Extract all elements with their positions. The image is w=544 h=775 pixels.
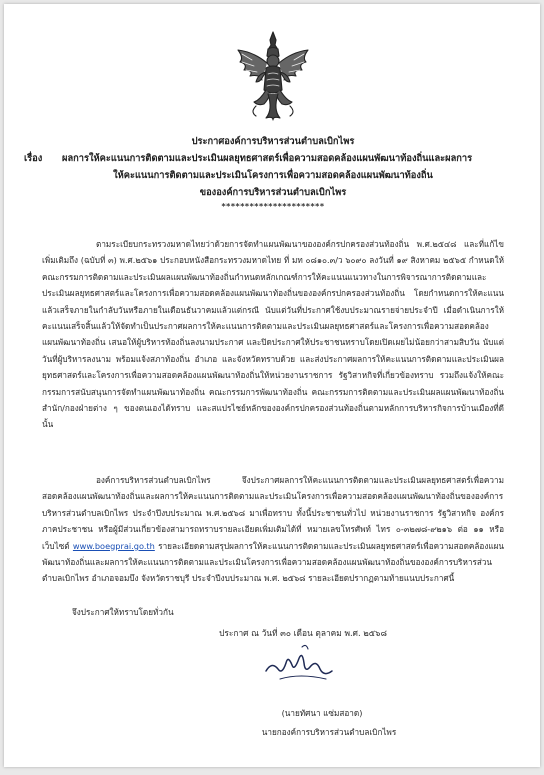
signer-name: (นายทัศนา แซ่มสอาด)	[281, 708, 363, 718]
subject-line	[24, 150, 524, 167]
body-paragraph-2	[42, 472, 504, 587]
subject-text-line2: ให้คะแนนการติดตามและประเมินโครงการเพื่อความสอดคล้องแผนพัฒนาท้องถิ่น	[113, 170, 433, 181]
website-link[interactable]: www.boegprai.go.th	[72, 540, 155, 551]
garuda-emblem	[232, 30, 314, 122]
subject-label: เรื่อง	[24, 153, 43, 164]
announcement-date: ประกาศ ณ วันที่ ๓๐ เดือน ตุลาคม พ.ศ. ๒๕๖๘	[219, 628, 387, 638]
paragraph-2-text-start: องค์การบริหารส่วนตำบลเบิกไพร จึงประกาศผลการให้คะแนนการติดตามและประเมินผลยุทธศาสตร์เพื่อความสอดคล้องแผนพัฒนาท้องถิ่นและผลการให้คะแนนการติดตามและประเมินโครงการเพื่อความสอดคล้องแผนพัฒนาท้องถิ่นขององค์การบริหารส่วนตำบลเบิกไพร ประจำปีงบประมาณ พ.ศ.๒๕๖๘ มาเพื่อทราบ ทั้งนี้ประชาชนทั่วไป หน่วยงานราชการ รัฐวิสาหกิจ องค์กรภาคประชาชน หรือผู้มีส่วนเกี่ยวข้องสามารถทราบรายละเอียดเพิ่มเติมได้ที่ หมายเลขโทรศัพท์ ไทร ๐-๓๒๗๘-๙๒๑๖ ต่อ ๑๑ หรือเว็บไซต์	[42, 475, 504, 551]
subject-text-line1: ผลการให้คะแนนการติดตามและประเมินผลยุทธศาสตร์เพื่อความสอดคล้องแผนพัฒนาท้องถิ่นและผลการ	[62, 153, 473, 164]
subject-text-line3: ขององค์การบริหารส่วนตำบลเบิกไพร	[199, 187, 347, 198]
document-page	[4, 4, 540, 767]
announcement-heading: ประกาศองค์การบริหารส่วนตำบลเบิกไพร	[191, 136, 355, 147]
handwritten-signature	[262, 641, 338, 687]
signer-title: นายกองค์การบริหารส่วนตำบลเบิกไพร	[261, 727, 397, 737]
paragraph-2-text-end: รายละเอียดตามสรุปผลการให้คะแนนการติดตามและประเมินผลยุทธศาสตร์เพื่อความสอดคล้องแผนพัฒนาท้องถิ่นและผลการให้คะแนนการติดตามและประเมินโครงการเพื่อความสอดคล้องแผนพัฒนาท้องถิ่นขององค์การบริหารส่วนตำบลเบิกไพร อำเภอจอมบึง จังหวัดราชบุรี ประจำปีงบประมาณ พ.ศ. ๒๕๖๘ รายละเอียดปรากฏตามท้ายแนบประกาศนี้	[42, 540, 504, 584]
body-paragraph-3: จึงประกาศให้ทราบโดยทั่วกัน	[72, 607, 174, 617]
separator-stars: **********************	[221, 202, 325, 211]
body-paragraph-1: ตามระเบียบกระทรวงมหาดไทยว่าด้วยการจัดทำแผนพัฒนาขององค์กรปกครองส่วนท้องถิ่น พ.ศ.๒๕๔๘ และที่แก้ไขเพิ่มเติมถึง (ฉบับที่ ๓) พ.ศ.๒๕๖๑ ประกอบหนังสือกระทรวงมหาดไทย ที่ มท ๐๘๑๐.๓/ว ๖๐๙๐ ลงวันที่ ๑๙ สิงหาคม ๒๕๖๕ กำหนดให้คณะกรรมการติดตามและประเมินผลแผนพัฒนาท้องถิ่นกำหนดหลักเกณฑ์การให้คะแนนแนวทางในการพิจารณาการติดตามและประเมินผลยุทธศาสตร์และโครงการเพื่อความสอดคล้องแผนพัฒนาท้องถิ่นขององค์กรปกครองส่วนท้องถิ่น โดยกำหนดการให้คะแนนแล้วเสร็จภายในกำลับวันหรือภายในเดือนธันวาคมแล้วแต่กรณี นับแต่วันที่ประกาศใช้งบประมาณรายจ่ายประจำปี เมื่อดำเนินการให้คะแนนเสร็จสิ้นแล้วให้จัดทำเป็นประกาศผลการให้คะแนนการติดตามและประเมินผลยุทธศาสตร์และโครงการเพื่อความสอดคล้องแผนพัฒนาท้องถิ่น เสนอให้ผู้บริหารท้องถิ่นลงนามประกาศ และปิดประกาศให้ประชาชนทราบโดยเปิดเผยไม่น้อยกว่าสามสิบวัน นับแต่วันที่ผู้บริหารลงนาม พร้อมแจ้งสภาท้องถิ่น อำเภอ และจังหวัดทราบด้วย และส่งประกาศผลการให้คะแนนการติดตามและประเมินผลยุทธศาสตร์และโครงการเพื่อความสอดคล้องแผนพัฒนาท้องถิ่นให้หน่วยงานราชการ รัฐวิสาหกิจที่เกี่ยวข้องทราบ รวมถึงแจ้งให้คณะกรรมการสนับสนุนการจัดทำแผนพัฒนาท้องถิ่น คณะกรรมการพัฒนาท้องถิ่น คณะกรรมการติดตามและประเมินผลแผนพัฒนาท้องถิ่น สำนัก/กองฝ่ายต่าง ๆ ของตนเองได้ทราบ และสแปรไชย์หลักขององค์กรปกครองส่วนท้องถิ่นตามหลักการบริหารกิจการบ้านเมืองที่ดี นั้น	[42, 239, 504, 430]
